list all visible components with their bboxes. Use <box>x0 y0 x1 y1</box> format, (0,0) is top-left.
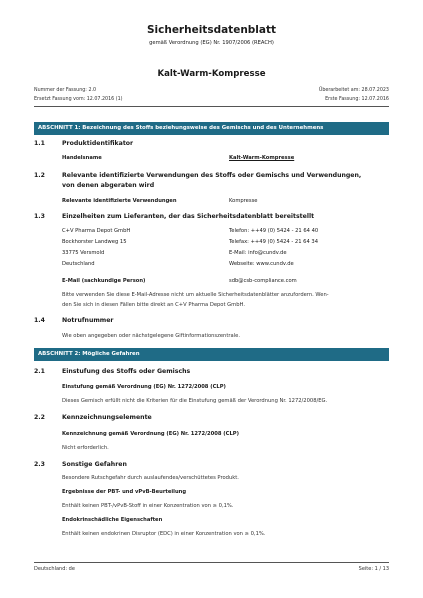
competent-person-email[interactable]: sdb@csb-compliance.com <box>229 278 297 284</box>
emergency-text: Wie oben angegeben oder nächstgelegene Giftinformationszentrale. <box>62 333 240 339</box>
section-1-1-number: 1.1 <box>34 140 45 147</box>
identified-uses-value: Kompresse <box>229 198 258 204</box>
section-2-3-title: Sonstige Gefahren <box>62 461 127 468</box>
section-1-bar: ABSCHNITT 1: Bezeichnung des Stoffs beziehungsweise des Gemischs und des Unternehmens <box>34 122 389 135</box>
replaces-version: Ersetzt Fassung vom: 12.07.2016 (1) <box>34 97 123 102</box>
section-2-bar: ABSCHNITT 2: Mögliche Gefahren <box>34 348 389 361</box>
edc-text: Enthält keinen endokrinen Disruptor (EDC) in einer Konzentration von ≥ 0,1%. <box>62 531 266 537</box>
section-2-2-number: 2.2 <box>34 414 45 421</box>
section-1-4-title: Notrufnummer <box>62 317 114 324</box>
supplier-street: Bockhorster Landweg 15 <box>62 239 127 245</box>
other-hazards-text: Besondere Rutschgefahr durch auslaufendes/verschüttetes Produkt. <box>62 475 239 481</box>
footer-country: Deutschland: de <box>34 566 75 572</box>
section-1-3-title: Einzelheiten zum Lieferanten, der das Sicherheitsdatenblatt bereitstellt <box>62 213 315 220</box>
section-1-3-number: 1.3 <box>34 213 45 220</box>
section-2-1-number: 2.1 <box>34 368 45 375</box>
trade-name-value: Kalt-Warm-Kompresse <box>229 155 295 161</box>
section-1-2-number: 1.2 <box>34 172 45 179</box>
pbt-text: Enthält keinen PBT-/vPvB-Stoff in einer Konzentration von ≥ 0,1%. <box>62 503 234 509</box>
footer-page-number: Seite: 1 / 13 <box>358 566 389 572</box>
section-2-1-title: Einstufung des Stoffs oder Gemischs <box>62 368 191 375</box>
edc-label: Endokrinschädliche Eigenschaften <box>62 517 163 523</box>
supplier-website[interactable]: Webseite: www.cundv.de <box>229 261 294 267</box>
classification-text: Dieses Gemisch erfüllt nicht die Kriterien für die Einstufung gemäß der Verordnung Nr. 1272/2008/EG. <box>62 398 328 404</box>
document-title: Sicherheitsdatenblatt <box>146 24 277 36</box>
document-subtitle: gemäß Verordnung (EG) Nr. 1907/2006 (REACH) <box>149 40 274 46</box>
product-name-heading: Kalt-Warm-Kompresse <box>157 69 266 79</box>
competent-person-label: E-Mail (sachkundige Person) <box>62 278 146 284</box>
section-2-2-title: Kennzeichnungselemente <box>62 414 152 421</box>
supplier-fax: Telefax: ++49 (0) 5424 - 21 64 34 <box>229 239 318 245</box>
first-version-date: Erste Fassung: 12.07.2016 <box>325 97 389 102</box>
supplier-email[interactable]: E-Mail: info@cundv.de <box>229 250 287 256</box>
section-1-2-title-line-2: von denen abgeraten wird <box>62 182 155 189</box>
header-divider <box>34 106 389 107</box>
section-1-2-title-line-1: Relevante identifizierte Verwendungen des Stoffs oder Gemischs und Verwendungen, <box>62 172 362 179</box>
email-note-line-2: den Sie sich in diesen Fällen bitte direkt an C+V Pharma Depot GmbH. <box>62 302 245 308</box>
pbt-label: Ergebnisse der PBT- und vPvB-Beurteilung <box>62 489 187 495</box>
revision-date: Überarbeitet am: 28.07.2023 <box>318 88 389 93</box>
classification-label: Einstufung gemäß Verordnung (EG) Nr. 1272/2008 (CLP) <box>62 384 226 390</box>
supplier-country: Deutschland <box>62 261 95 267</box>
supplier-city: 33775 Versmold <box>62 250 105 256</box>
identified-uses-label: Relevante identifizierte Verwendungen <box>62 198 177 204</box>
section-1-4-number: 1.4 <box>34 317 45 324</box>
email-note-line-1: Bitte verwenden Sie diese E-Mail-Adresse nicht um aktuelle Sicherheitsdatenblätter anzufordern. Wen- <box>62 292 329 298</box>
footer-divider <box>34 562 389 563</box>
labelling-label: Kennzeichnung gemäß Verordnung (EG) Nr. 1272/2008 (CLP) <box>62 431 239 437</box>
labelling-text: Nicht erforderlich. <box>62 445 109 451</box>
supplier-company: C+V Pharma Depot GmbH <box>62 228 131 234</box>
supplier-phone: Telefon: ++49 (0) 5424 - 21 64 40 <box>229 228 319 234</box>
version-number: Nummer der Fassung: 2.0 <box>34 88 97 93</box>
section-2-3-number: 2.3 <box>34 461 45 468</box>
section-1-1-title: Produktidentifikator <box>62 140 134 147</box>
trade-name-label: Handelsname <box>62 155 102 161</box>
